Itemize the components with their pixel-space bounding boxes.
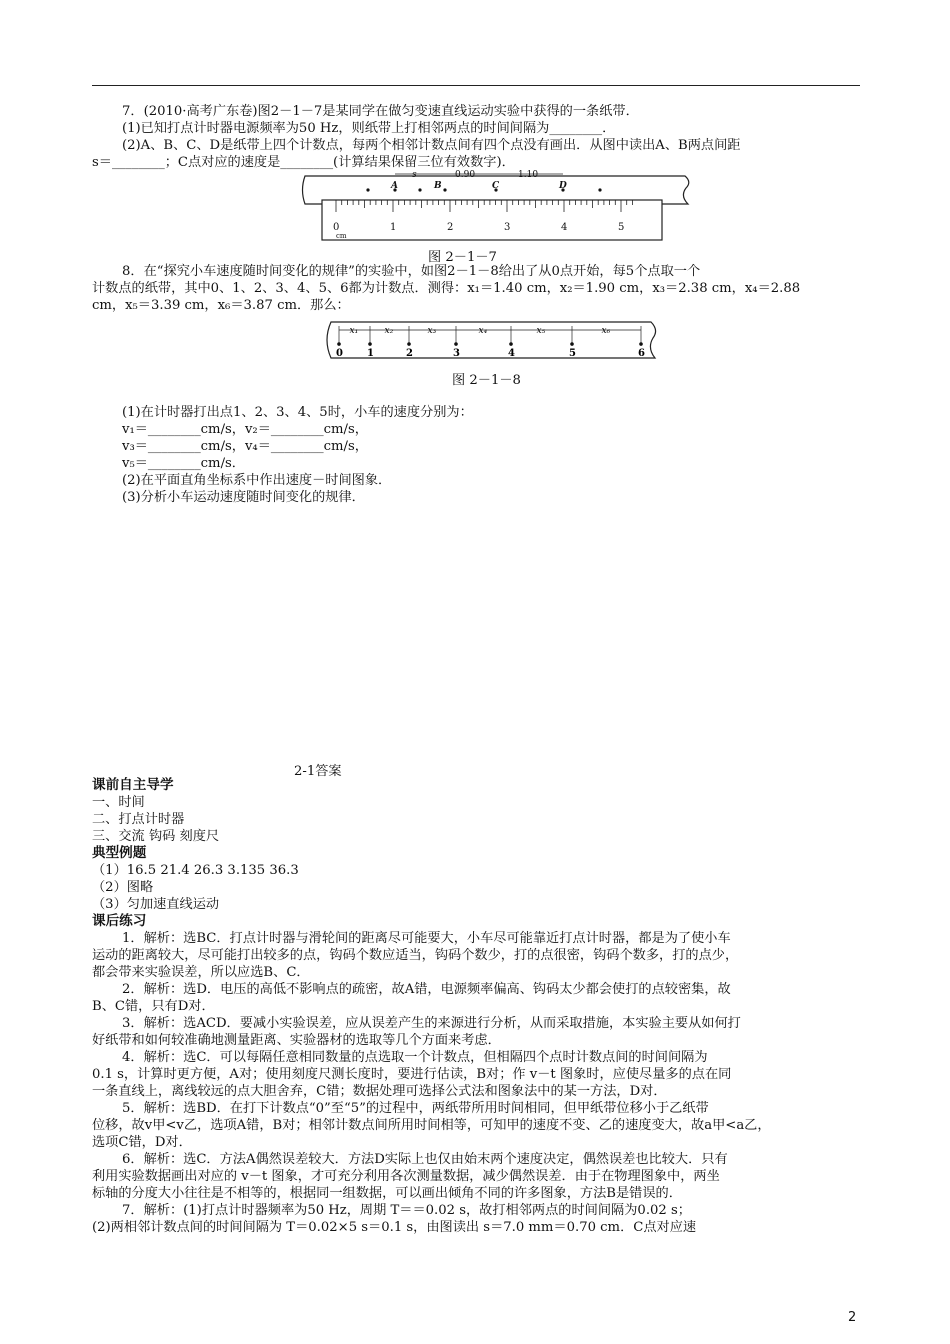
header-rule bbox=[92, 85, 860, 86]
count-point bbox=[407, 342, 411, 346]
exercise-line: 0.1 s，计算时更方便，A对；使用刻度尺测长度时，要进行估读，B对；作 v－t 图象时，应使尽量多的点在同 bbox=[92, 1067, 732, 1082]
ruler-tick-label: 3 bbox=[504, 222, 511, 233]
count-point bbox=[509, 342, 513, 346]
count-point bbox=[337, 342, 341, 346]
exercise-line: 6．解析：选C．方法A偶然误差较大．方法D实际上也仅由始末两个速度决定，偶然误差也比较大．只有 bbox=[122, 1152, 728, 1167]
q8-v-line1: v₁＝________cm/s，v₂＝________cm/s， bbox=[122, 422, 368, 437]
page-number: 2 bbox=[848, 1310, 857, 1325]
point-label: 3 bbox=[453, 348, 460, 359]
exercise-line: 都会带来实验误差，所以应选B、C． bbox=[92, 965, 310, 980]
label-110: 1.10 bbox=[518, 170, 539, 180]
q8-v-line3: v₅＝________cm/s． bbox=[122, 456, 245, 471]
label-090: 0.90 bbox=[455, 170, 476, 180]
exercise-line: (2)两相邻计数点间的时间间隔为 T＝0.02×5 s＝0.1 s，由图读出 s＝7.0 mm＝0.70 cm．C点对应速 bbox=[92, 1220, 697, 1235]
ruler-tick-label: 1 bbox=[390, 222, 397, 233]
q8-sub3: (3)分析小车运动速度随时间变化的规律． bbox=[122, 490, 365, 505]
ruler-tick-label: 4 bbox=[561, 222, 568, 233]
point-label: 4 bbox=[508, 348, 515, 359]
point-label: 6 bbox=[638, 348, 645, 359]
section-exercises: 课后练习 bbox=[92, 913, 147, 929]
q8-sub1: (1)在计时器打出点1、2、3、4、5时，小车的速度分别为： bbox=[122, 405, 473, 420]
ruler-tick-label: 5 bbox=[618, 222, 625, 233]
point-label: 5 bbox=[569, 348, 576, 359]
q7-line3: (2)A、B、C、D是纸带上四个计数点，每两个相邻计数点间有四个点没有画出．从图中读出A、B两点间距 bbox=[122, 138, 741, 153]
answer-a2: 二、打点计时器 bbox=[92, 812, 185, 827]
q8-sub2: (2)在平面直角坐标系中作出速度－时间图象． bbox=[122, 473, 392, 488]
answer-b2: （2）图略 bbox=[92, 880, 154, 895]
segment-label: x₃ bbox=[427, 326, 437, 336]
section-examples: 典型例题 bbox=[92, 845, 147, 861]
answer-b1: （1）16.5 21.4 26.3 3.135 36.3 bbox=[92, 863, 299, 878]
exercise-line: 好纸带和如何较准确地测量距离、实验器材的选取等几个方面来考虑． bbox=[92, 1033, 501, 1048]
point-label: 0 bbox=[336, 348, 343, 359]
q8-line3: cm，x₅＝3.39 cm，x₆＝3.87 cm．那么： bbox=[92, 298, 350, 313]
exercise-line: B、C错，只有D对． bbox=[92, 999, 215, 1014]
count-point bbox=[454, 342, 458, 346]
q8-v-line2: v₃＝________cm/s，v₄＝________cm/s， bbox=[122, 439, 368, 454]
answers-title: 2-1答案 bbox=[294, 764, 342, 779]
q8-line2: 计数点的纸带，其中0、1、2、3、4、5、6都为计数点．测得：x₁＝1.40 cm，x₂＝1.90 cm，x₃＝2.38 cm，x₄＝2.88 bbox=[92, 281, 801, 296]
segment-label: x₁ bbox=[349, 326, 359, 336]
exercise-line: 位移，故v甲<v乙，选项A错，B对；相邻计数点间所用时间相等，可知甲的速度不变、乙的速度变大，故a甲<a乙， bbox=[92, 1118, 771, 1133]
section-preview: 课前自主导学 bbox=[92, 777, 174, 793]
q8-line1: 8．在“探究小车速度随时间变化的规律”的实验中，如图2－1－8给出了从0点开始，每5个点取一个 bbox=[122, 264, 701, 279]
exercise-line: 1．解析：选BC．打点计时器与滑轮间的距离尽可能要大，小车尽可能靠近打点计时器，都是为了使小车 bbox=[122, 931, 731, 946]
fig-2-1-7-caption: 图 2－1－7 bbox=[428, 250, 497, 265]
segment-label: x₄ bbox=[478, 326, 488, 336]
segment-label: x₅ bbox=[536, 326, 546, 336]
label-cm: cm bbox=[336, 232, 347, 240]
exercise-line: 4．解析：选C．可以每隔任意相同数量的点选取一个计数点，但相隔四个点时计数点间的时间间隔为 bbox=[122, 1050, 708, 1065]
answer-a1: 一、时间 bbox=[92, 795, 145, 810]
point-label: 1 bbox=[367, 348, 374, 359]
exercise-line: 运动的距离较大，尽可能打出较多的点，钩码个数应适当，钩码个数少，打的点很密，钩码个数多，打的点少， bbox=[92, 948, 739, 963]
point-label: 2 bbox=[406, 348, 413, 359]
label-A: A bbox=[391, 181, 398, 191]
tape-diagram bbox=[325, 318, 665, 368]
answer-b3: （3）匀加速直线运动 bbox=[92, 897, 220, 912]
ruler-tick-label: 2 bbox=[447, 222, 454, 233]
exercise-line: 选项C错，D对． bbox=[92, 1135, 192, 1150]
label-C: C bbox=[492, 181, 500, 191]
count-point bbox=[570, 342, 574, 346]
count-point bbox=[368, 342, 372, 346]
answer-a3: 三、交流 钩码 刻度尺 bbox=[92, 829, 220, 844]
exercise-line: 7．解析：(1)打点计时器频率为50 Hz，周期 T＝＝0.02 s，故打相邻两点的时间间隔为0.02 s； bbox=[122, 1203, 691, 1218]
exercise-line: 3．解析：选ACD．要减小实验误差，应从误差产生的来源进行分析，从而采取措施，本实验主要从如何打 bbox=[122, 1016, 741, 1031]
exercise-line: 一条直线上，离线较远的点大胆舍弃，C错；数据处理可选择公式法和图象法中的某一方法，D对． bbox=[92, 1084, 667, 1099]
ruler-tick-label: 0 bbox=[333, 222, 340, 233]
q7-line4: s＝________；C点对应的速度是________(计算结果保留三位有效数字)． bbox=[92, 155, 515, 170]
exercise-line: 5．解析：选BD．在打下计数点“0”至“5”的过程中，两纸带所用时间相同，但甲纸带位移小于乙纸带 bbox=[122, 1101, 709, 1116]
segment-label: x₆ bbox=[601, 326, 611, 336]
exercise-line: 标轴的分度大小往往是不相等的，根据同一组数据，可以画出倾角不同的许多图象，方法B是错误的． bbox=[92, 1186, 682, 1201]
label-s: s bbox=[412, 170, 417, 180]
count-point bbox=[639, 342, 643, 346]
label-D: D bbox=[559, 181, 567, 191]
exercise-line: 利用实验数据画出对应的 v－t 图象，才可充分利用各次测量数据，减少偶然误差．由于在物理图象中，两坐 bbox=[92, 1169, 720, 1184]
q7-line1: 7．(2010·高考广东卷)图2－1－7是某同学在做匀变速直线运动实验中获得的一条纸带． bbox=[122, 104, 639, 119]
label-B: B bbox=[434, 181, 442, 191]
exercise-line: 2．解析：选D．电压的高低不影响点的疏密，故A错，电源频率偏高、钩码太少都会使打的点较密集，故 bbox=[122, 982, 731, 997]
tape-ruler-diagram bbox=[300, 168, 700, 248]
q7-line2: (1)已知打点计时器电源频率为50 Hz，则纸带上打相邻两点的时间间隔为________． bbox=[122, 121, 616, 136]
segment-label: x₂ bbox=[384, 326, 394, 336]
fig-2-1-8-caption: 图 2－1－8 bbox=[452, 373, 521, 388]
